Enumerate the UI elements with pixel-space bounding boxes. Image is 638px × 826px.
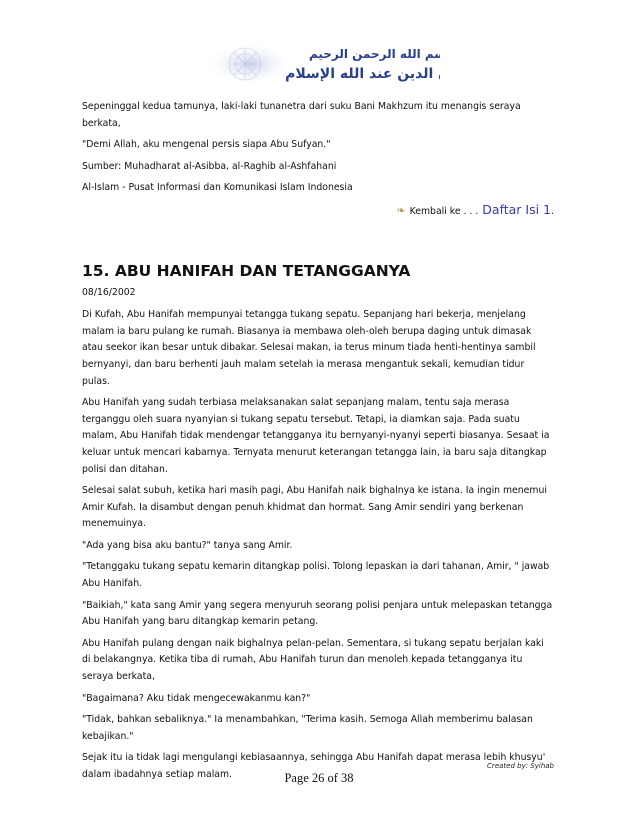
paragraph: Abu Hanifah pulang dengan naik bighalnya pelan-pelan. Sementara, si tukang sepatu berjalan kaki di belakangnya. Ketika tiba di rumah, Abu Hanifah turun dan menoleh kepada tetangganya itu seraya berkata, <box>82 637 544 683</box>
paragraph: Al-Islam - Pusat Informasi dan Komunikasi Islam Indonesia <box>82 182 353 194</box>
paragraph: "Ada yang bisa aku bantu?" tanya sang Amir. <box>82 539 293 551</box>
paragraph: Sejak itu ia tidak lagi mengulangi kebiasaannya, sehingga Abu Hanifah dapat merasa lebih khusyu' dalam ibadahnya setiap malam. <box>82 752 546 780</box>
paragraph: Sepeninggal kedua tamunya, laki-laki tunanetra dari suku Bani Makhzum itu menangis seraya berkata, <box>82 101 521 129</box>
section-date: 08/16/2002 <box>82 286 136 298</box>
paragraph: "Bagaimana? Aku tidak mengecewakanmu kan?" <box>82 692 311 704</box>
section-title: 15. ABU HANIFAH DAN TETANGGANYA <box>82 261 411 280</box>
paragraph: Di Kufah, Abu Hanifah mempunyai tetangga tukang sepatu. Sepanjang hari bekerja, menjelang malam ia baru pulang ke rumah. Biasanya ia membawa oleh-oleh berupa daging untuk dimasak atau seekor ikan besar untuk dibakar. Selesai makan, ia terus minum tiada henti-hentinya sambil bernyanyi, dan baru berhenti jauh malam setelah ia merasa mengantuk sekali, kemudian tidur pulas. <box>82 309 536 387</box>
page-content <box>82 99 554 789</box>
page-number: Page 26 of 38 <box>284 771 354 785</box>
table-of-contents-link[interactable]: Daftar Isi 1 <box>482 201 552 217</box>
leaf-icon: ❧ <box>396 203 406 217</box>
paragraph: "Tidak, bahkan sebaliknya." Ia menambahkan, "Terima kasih. Semoga Allah memberimu balasan kebajikan." <box>82 714 533 742</box>
banner-line-2: إن الدين عند الله الإسلام <box>285 66 440 82</box>
paragraph: Sumber: Muhadharat al-Asibba, al-Raghib al-Ashfahani <box>82 160 337 172</box>
back-link-prefix: Kembali ke . . . <box>409 205 479 217</box>
back-link-suffix: . <box>551 205 554 217</box>
header-banner <box>200 38 440 88</box>
paragraph: "Baikiah," kata sang Amir yang segera menyuruh seorang polisi penjara untuk melepaskan tetangga Abu Hanifah yang baru ditangkap kemarin petang. <box>82 599 553 628</box>
paragraph: Abu Hanifah yang sudah terbiasa melaksanakan salat sepanjang malam, tentu saja merasa terganggu oleh suara nyanyian si tukang sepatu tersebut. Tetapi, ia diamkan saja. Pada suatu malam, Abu Hanifah tidak mendengar tetangganya itu bernyanyi-nyanyi seperti biasanya. Sesaat ia keluar untuk mencari kabarnya. Ternyata menurut keterangan tetangga lain, ia baru saja ditangkap polisi dan ditahan. <box>82 397 550 475</box>
footer-credit: Created by: Syihab <box>487 762 554 770</box>
paragraph: Selesai salat subuh, ketika hari masih pagi, Abu Hanifah naik bighalnya ke istana. Ia ingin menemui Amir Kufah. Ia disambut dengan penuh khidmat dan hormat. Sang Amir sendiri yang berkenan menemuinya. <box>82 485 547 530</box>
banner-line-1: بسم الله الرحمن الرحيم <box>308 47 440 61</box>
arabic-calligraphy-banner <box>200 38 440 88</box>
paragraph: "Demi Allah, aku mengenal persis siapa Abu Sufyan." <box>82 139 331 151</box>
back-link <box>82 202 554 221</box>
paragraph: "Tetanggaku tukang sepatu kemarin ditangkap polisi. Tolong lepaskan ia dari tahanan, Amir, " jawab Abu Hanifah. <box>82 561 550 590</box>
